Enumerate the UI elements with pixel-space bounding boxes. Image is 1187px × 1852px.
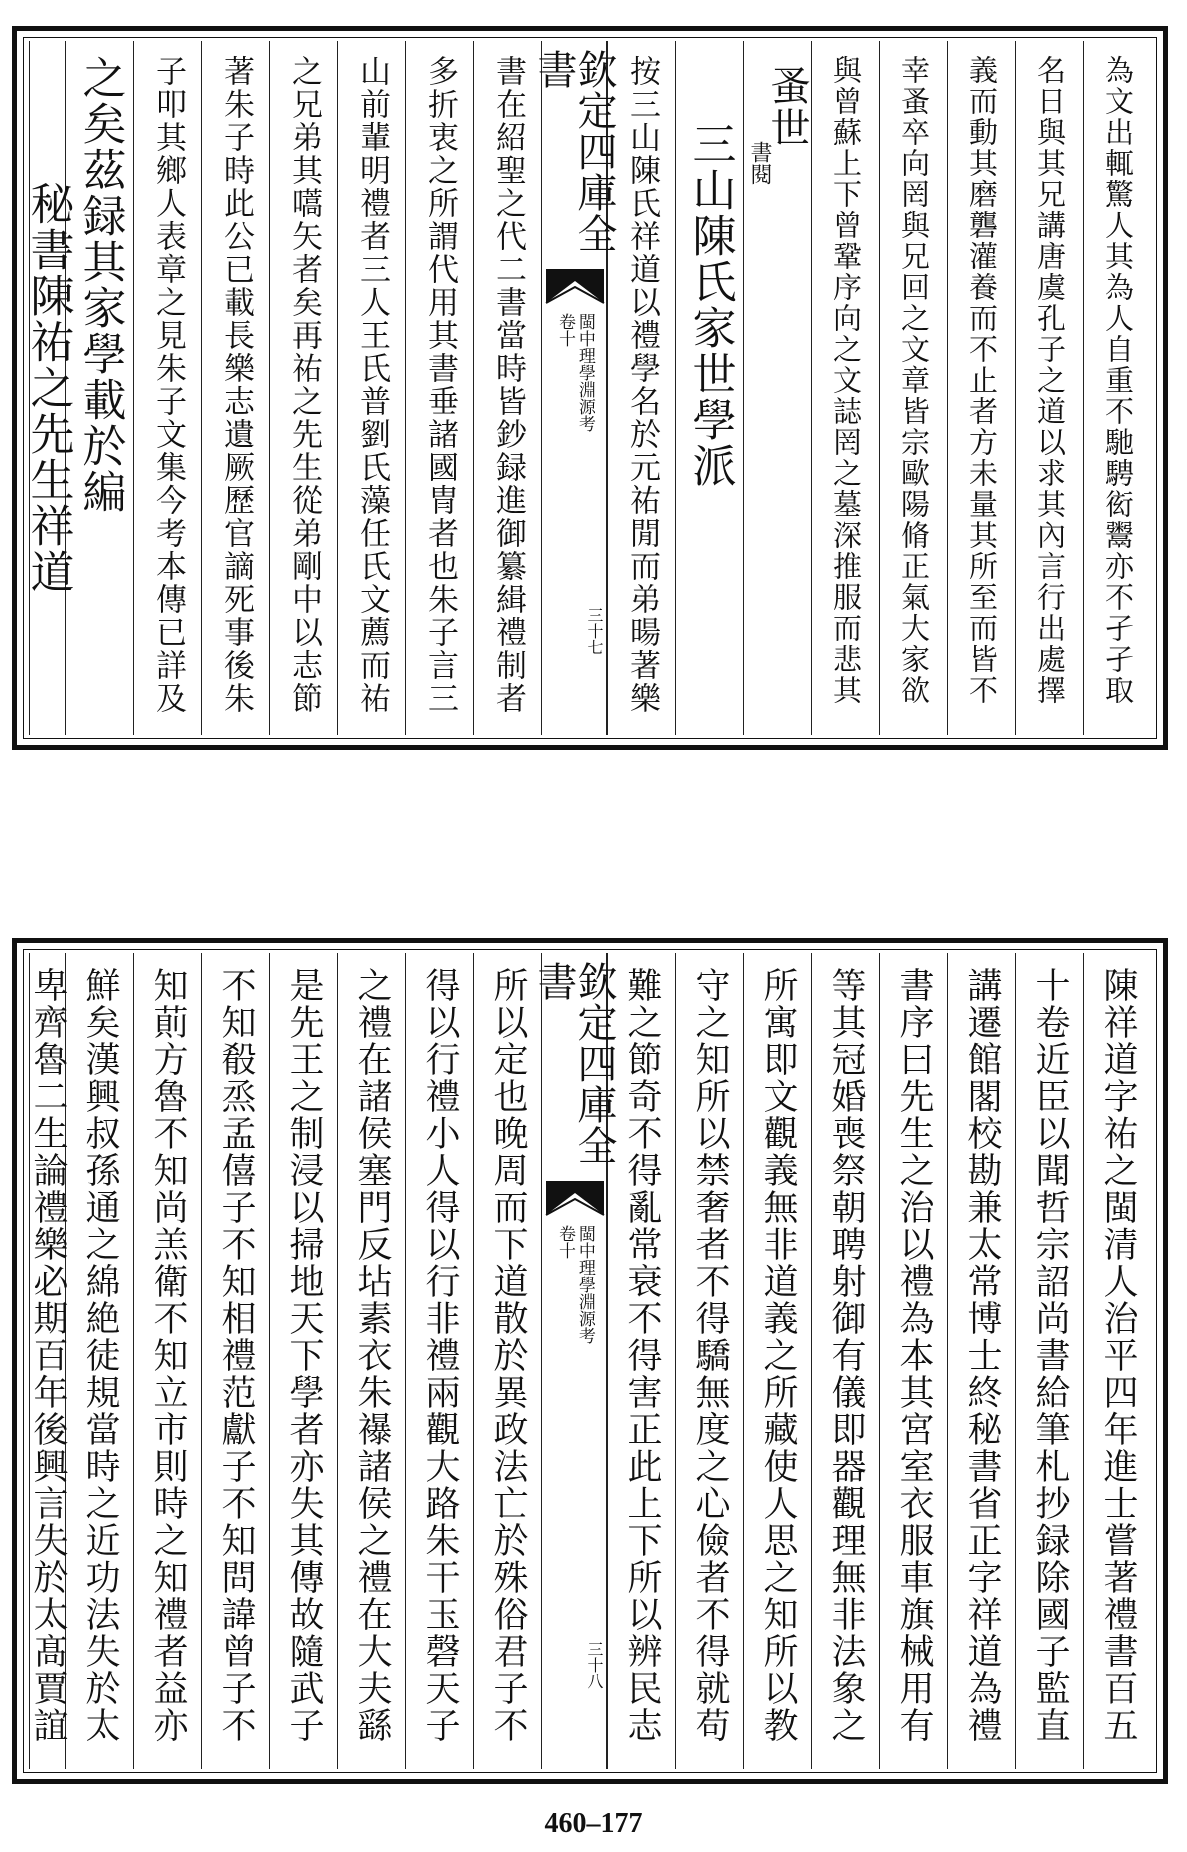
text-column: 著朱子時此公已載長樂志遺厥歷官謫死事後朱 bbox=[218, 55, 254, 715]
bottom-col-l5 bbox=[201, 953, 269, 1769]
top-col-r5 bbox=[811, 41, 879, 735]
volume-label: 卷十 bbox=[555, 313, 575, 347]
entry-heading: 秘書陳祐之先生祥道 bbox=[22, 181, 74, 595]
page-number: 三十七 bbox=[585, 607, 604, 655]
bottom-col-r3 bbox=[947, 953, 1015, 1769]
bottom-col-l7 bbox=[65, 953, 133, 1769]
top-col-r7 bbox=[675, 41, 743, 735]
bottom-col-l2 bbox=[405, 953, 473, 1769]
volume-label: 卷十 bbox=[555, 1225, 575, 1259]
book-info bbox=[542, 1225, 606, 1344]
page-number: 三十八 bbox=[585, 1641, 604, 1689]
text-column: 子叩其鄉人表章之見朱子文集今考本傳已詳及 bbox=[150, 55, 186, 715]
bottom-col-l3 bbox=[337, 953, 405, 1769]
text-column: 是先王之制浸以掃地天下學者亦失其傳故隨武子 bbox=[284, 967, 324, 1744]
book-info bbox=[542, 313, 606, 432]
bottom-col-r5 bbox=[811, 953, 879, 1769]
text-column: 之兄弟其嚆矢者矣再祐之先生從弟剛中以志節 bbox=[286, 55, 322, 715]
text-column: 難之節奇不得亂常衰不得害正此上下所以辨民志 bbox=[622, 967, 662, 1744]
bottom-columns bbox=[29, 953, 1151, 1769]
bottom-col-r1 bbox=[1083, 953, 1151, 1769]
text-column: 為文出輒驚人其為人自重不馳騁衒鬻亦不孑孑取 bbox=[1101, 55, 1135, 706]
top-page bbox=[12, 26, 1168, 750]
top-columns bbox=[22, 41, 1151, 735]
top-col-l3 bbox=[337, 41, 405, 735]
book-title: 閩中理學淵源考 bbox=[574, 313, 595, 432]
text-column: 與曾蘇上下曾鞏序向之文誌罔之墓深推服而悲其 bbox=[829, 55, 863, 706]
text-column: 不知殽烝孟僖子不知相禮范獻子不知問諱曾子不 bbox=[216, 967, 256, 1744]
text-column: 陳祥道字祐之閩清人治平四年進士嘗著禮書百五 bbox=[1098, 967, 1138, 1744]
banner-caption: 欽定四庫全書 bbox=[531, 49, 617, 254]
top-col-l7 bbox=[65, 41, 133, 735]
text-column: 幸蚤卒向罔與兄回之文章皆宗歐陽脩正氣大家欲 bbox=[897, 55, 931, 706]
text-column: 多折衷之所謂代用其書垂諸國冑者也朱子言三 bbox=[422, 55, 458, 715]
banner-caption: 欽定四庫全書 bbox=[531, 961, 617, 1166]
text-column: 所以定也晚周而下道散於異政法亡於殊俗君子不 bbox=[488, 967, 528, 1744]
text-column: 之矣茲録其家學載於編 bbox=[74, 55, 126, 515]
top-col-r8 bbox=[607, 41, 675, 735]
top-col-r3 bbox=[947, 41, 1015, 735]
text-column: 書序曰先生之治以禮為本其宮室衣服車旗械用有 bbox=[894, 967, 934, 1744]
fish-tail-ornament bbox=[546, 269, 604, 303]
text-column: 鮮矣漢興叔孫通之綿絶徒規當時之近功法失於太 bbox=[80, 967, 120, 1744]
bottom-col-r4 bbox=[879, 953, 947, 1769]
text-column: 書在紹聖之代二書當時皆鈔録進御纂緝禮制者 bbox=[490, 55, 526, 715]
top-col-r6 bbox=[743, 41, 811, 735]
bottom-center-banner bbox=[531, 953, 617, 1769]
top-col-l6 bbox=[133, 41, 201, 735]
top-center-banner bbox=[531, 41, 617, 735]
bottom-col-r7 bbox=[675, 953, 743, 1769]
bottom-page bbox=[12, 938, 1168, 1784]
text-column: 十卷近臣以聞哲宗詔尚書給筆札抄録除國子監直 bbox=[1030, 967, 1070, 1744]
text-column: 知萴方魯不知尚羔衛不知立市則時之知禮者益亦 bbox=[148, 967, 188, 1744]
bottom-col-l6 bbox=[133, 953, 201, 1769]
text-column: 所寓即文觀義無非道義之所藏使人思之知所以教 bbox=[758, 967, 798, 1744]
book-title: 閩中理學淵源考 bbox=[574, 1225, 595, 1344]
page-footer-number: 460–177 bbox=[544, 1808, 643, 1839]
top-col-l4 bbox=[269, 41, 337, 735]
top-col-r4 bbox=[879, 41, 947, 735]
top-col-r2 bbox=[1015, 41, 1083, 735]
top-col-l5 bbox=[201, 41, 269, 735]
bottom-col-l8 bbox=[28, 953, 68, 1769]
text-column: 等其冠婚喪祭朝聘射御有儀即器觀理無非法象之 bbox=[826, 967, 866, 1744]
text-column: 蚤世 bbox=[764, 65, 810, 149]
top-col-r1 bbox=[1083, 41, 1151, 735]
bottom-col-l4 bbox=[269, 953, 337, 1769]
fish-tail-ornament bbox=[546, 1181, 604, 1215]
section-heading: 三山陳氏家世學派 bbox=[684, 121, 736, 489]
text-column: 按三山陳氏祥道以禮學名於元祐閒而弟暘著樂 bbox=[624, 55, 660, 715]
text-column: 名日與其兄講唐虞孔子之道以求其內言行出處擇 bbox=[1033, 55, 1067, 706]
top-col-l8 bbox=[22, 41, 74, 735]
top-col-l2 bbox=[405, 41, 473, 735]
text-column: 山前輩明禮者三人王氏普劉氏藻任氏文薦而祐 bbox=[354, 55, 390, 715]
bottom-col-r8 bbox=[607, 953, 675, 1769]
bottom-col-l1 bbox=[473, 953, 541, 1769]
bottom-col-r2 bbox=[1015, 953, 1083, 1769]
text-column: 得以行禮小人得以行非禮兩觀大路朱干玉磬天子 bbox=[420, 967, 460, 1744]
small-note: 書閱 bbox=[747, 141, 772, 185]
bottom-col-r6 bbox=[743, 953, 811, 1769]
text-column: 之禮在諸侯塞門反坫素衣朱襮諸侯之禮在大夫繇 bbox=[352, 967, 392, 1744]
text-column: 守之知所以禁奢者不得驕無度之心儉者不得就苟 bbox=[690, 967, 730, 1744]
text-column: 講遷館閣校勘兼太常博士終秘書省正字祥道為禮 bbox=[962, 967, 1002, 1744]
top-col-l1 bbox=[473, 41, 541, 735]
text-column: 卑齊魯二生論禮樂必期百年後興言失於太髙賈誼 bbox=[28, 967, 68, 1744]
text-column: 義而動其磨礱灌養而不止者方未量其所至而皆不 bbox=[965, 55, 999, 706]
